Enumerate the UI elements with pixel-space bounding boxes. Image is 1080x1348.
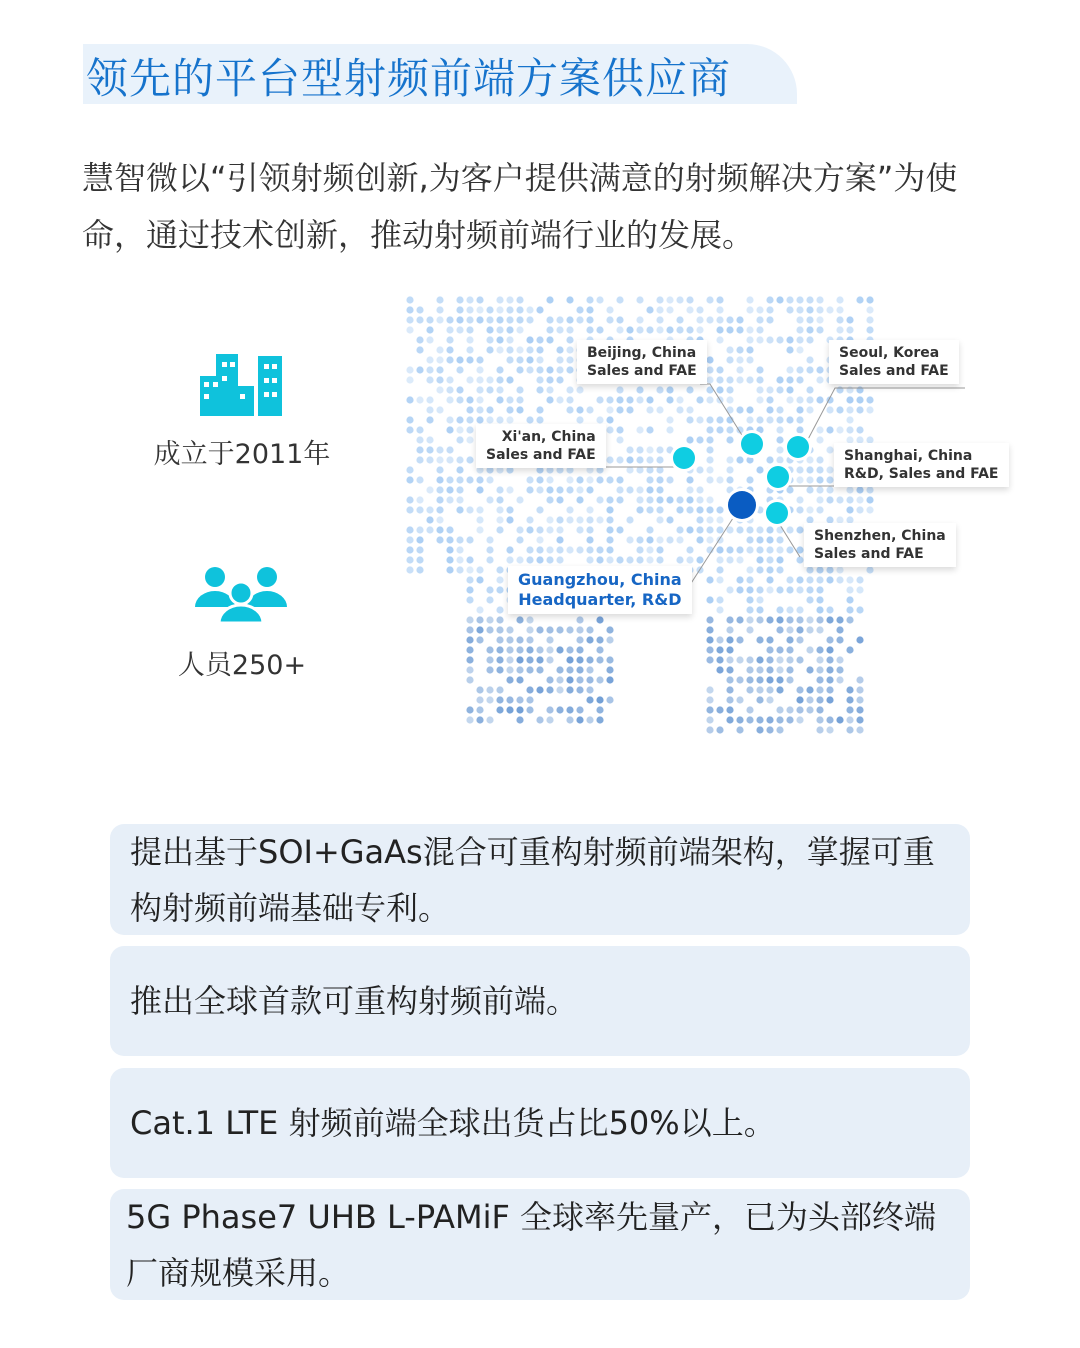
- highlight-card: 提出基于SOI+GaAs混合可重构射频前端架构，掌握可重构射频前端基础专利。: [110, 824, 970, 935]
- role: R&D, Sales and FAE: [844, 466, 999, 482]
- role: Sales and FAE: [814, 546, 924, 562]
- role: Sales and FAE: [839, 363, 949, 379]
- stat-label: 人员250+: [177, 650, 307, 681]
- intro-text: 慧智微以“引领射频创新,为客户提供满意的射频解决方案”为使命，通过技术创新，推动射频前端行业的发展。: [82, 159, 958, 254]
- highlight-card: Cat.1 LTE 射频前端全球出货占比50%以上。: [110, 1068, 970, 1178]
- location-label-shanghai: [834, 443, 1009, 487]
- city: Beijing, China: [587, 345, 697, 361]
- highlight-card: 5G Phase7 UHB L-PAMiF 全球率先量产，已为头部终端厂商规模采用。: [110, 1189, 970, 1300]
- location-label-beijing: [577, 340, 707, 384]
- location-pin-shanghai[interactable]: [767, 466, 789, 488]
- location-label-xian: [476, 424, 606, 468]
- location-pin-xian[interactable]: [673, 447, 695, 469]
- location-pin-guangzhou-hq[interactable]: [728, 491, 756, 519]
- city: Shenzhen, China: [814, 528, 946, 544]
- role: Headquarter, R&D: [518, 590, 682, 609]
- stat-label: 成立于2011年: [153, 439, 331, 470]
- city: Xi'an, China: [501, 429, 596, 445]
- location-pin-shenzhen[interactable]: [766, 502, 788, 524]
- location-label-seoul: [829, 340, 959, 384]
- page-title: 领先的平台型射频前端方案供应商: [86, 54, 732, 103]
- role: Sales and FAE: [486, 447, 596, 463]
- city: Shanghai, China: [844, 448, 973, 464]
- highlight-card: 推出全球首款可重构射频前端。: [110, 946, 970, 1056]
- location-label-shenzhen: [804, 523, 956, 567]
- location-label-guangzhou: [508, 566, 692, 614]
- role: Sales and FAE: [587, 363, 697, 379]
- city: Seoul, Korea: [839, 345, 940, 361]
- location-pin-beijing[interactable]: [741, 433, 763, 455]
- location-pin-seoul[interactable]: [787, 436, 809, 458]
- city: Guangzhou, China: [518, 570, 682, 589]
